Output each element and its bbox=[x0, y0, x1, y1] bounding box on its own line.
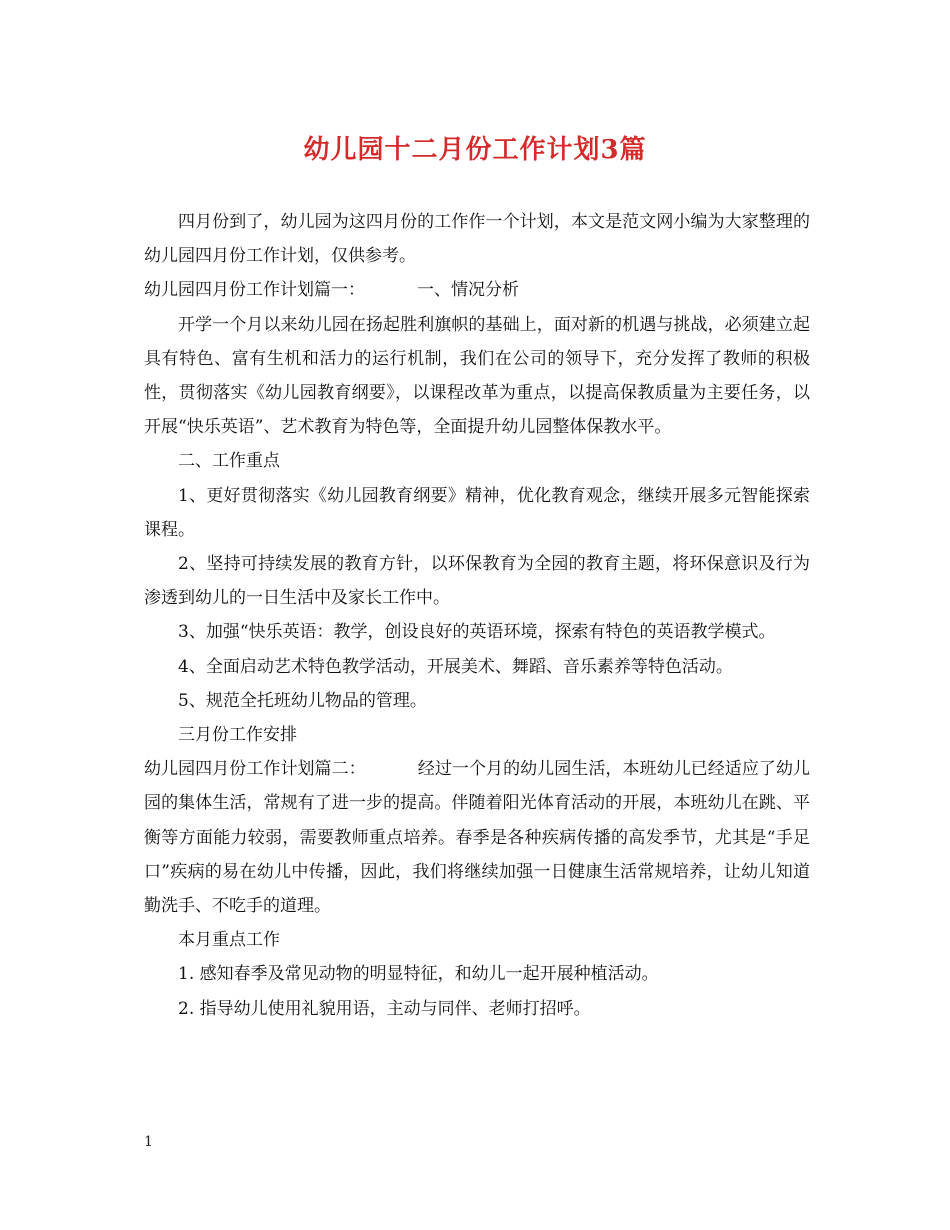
page-number: 1 bbox=[144, 1134, 153, 1150]
focus-item-2: 2、坚持可持续发展的教育方针，以环保教育为全园的教育主题，将环保意识及行为渗透到幼儿的一日生活中及家长工作中。 bbox=[144, 554, 810, 609]
intro-paragraph: 四月份到了，幼儿园为这四月份的工作作一个计划，本文是范文网小编为大家整理的幼儿园四月份工作计划，仅供参考。 bbox=[144, 212, 810, 267]
section-heading-focus: 二、工作重点 bbox=[178, 451, 280, 472]
plan-two-label: 幼儿园四月份工作计划篇二： bbox=[144, 759, 366, 780]
section-heading-situation: 一、情况分析 bbox=[417, 280, 519, 301]
section-heading-march-arrangement: 三月份工作安排 bbox=[178, 725, 297, 746]
focus-item-1: 1、更好贯彻落实《幼儿园教育纲要》精神，优化教育观念，继续开展多元智能探索课程。 bbox=[144, 485, 810, 540]
plan-one-heading-paragraph bbox=[144, 273, 810, 307]
month-focus-item-1: 1. 感知春季及常见动物的明显特征，和幼儿一起开展种植活动。 bbox=[178, 964, 659, 985]
plan-one-label: 幼儿园四月份工作计划篇一： bbox=[144, 280, 365, 301]
section-heading-month-focus: 本月重点工作 bbox=[178, 930, 280, 951]
focus-item-4: 4、全面启动艺术特色教学活动，开展美术、舞蹈、音乐素养等特色活动。 bbox=[178, 656, 733, 677]
document-title: 幼儿园十二月份工作计划3篇 bbox=[303, 135, 647, 165]
focus-item-3: 3、加强“快乐英语：教学，创设良好的英语环境，探索有特色的英语教学模式。 bbox=[178, 622, 776, 643]
document-body bbox=[144, 205, 810, 1026]
situation-analysis-paragraph: 开学一个月以来幼儿园在扬起胜利旗帜的基础上，面对新的机遇与挑战，必须建立起具有特色、富有生机和活力的运行机制，我们在公司的领导下，充分发挥了教师的积极性，贯彻落实《幼儿园教育纲要》，以课程改革为重点，以提高保教质量为主要任务，以开展“快乐英语”、艺术教育为特色等，全面提升幼儿园整体保教水平。 bbox=[144, 314, 810, 438]
month-focus-item-2: 2. 指导幼儿使用礼貌用语，主动与同伴、老师打招呼。 bbox=[178, 998, 591, 1019]
focus-item-5: 5、规范全托班幼儿物品的管理。 bbox=[178, 690, 427, 711]
plan-two-paragraph bbox=[144, 752, 810, 923]
plan-two-text: 经过一个月的幼儿园生活，本班幼儿已经适应了幼儿园的集体生活，常规有了进一步的提高。伴随着阳光体育活动的开展，本班幼儿在跳、平衡等方面能力较弱，需要教师重点培养。春季是各种疾病传播的高发季节，尤其是“手足口”疾病的易在幼儿中传播，因此，我们将继续加强一日健康生活常规培养，让幼儿知道勤洗手、不吃手的道理。 bbox=[144, 759, 811, 917]
